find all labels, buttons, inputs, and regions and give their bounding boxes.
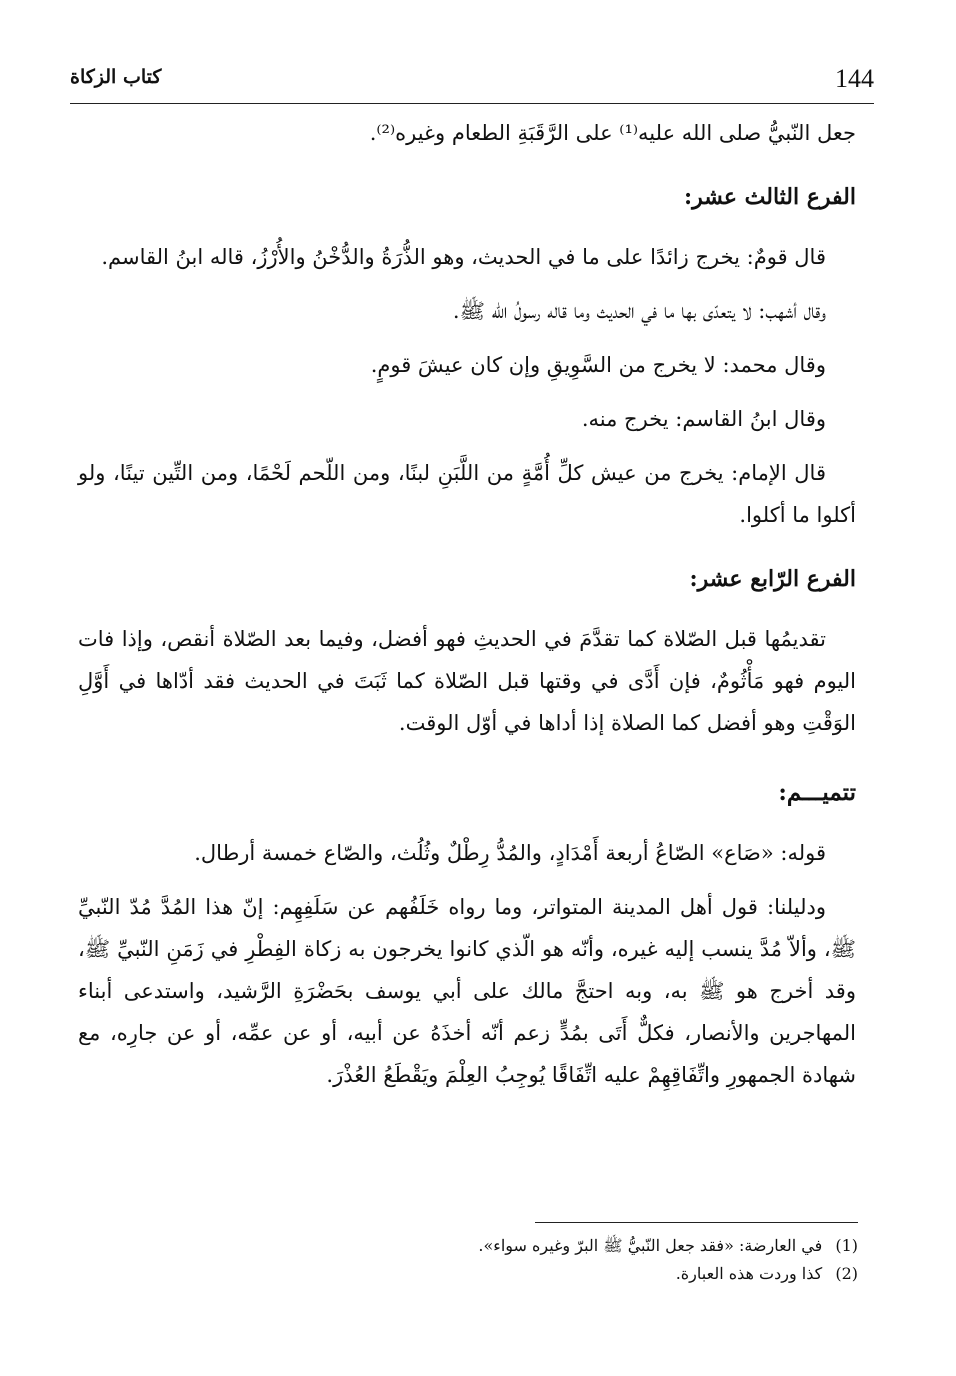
section-heading: الفرع الثالث عشر: [683, 184, 856, 210]
footnote-number: (2) [835, 1264, 858, 1283]
footnote-text: في العارضة: «فقد جعل النّبيُّ ﷺ البرّ وغيره سواء». [478, 1236, 823, 1255]
paragraph: تقديمُها قبل الصّلاة كما تقدَّمَ في الحديثِ فهو أفضل، وفيما بعد الصّلاة أنقص، وإذا فات اليوم فهو مَأْثُومٌ، فإن أَدَّى في وقتها قبل الصّلاة كما ثَبَتَ في الحديث فقد أدّاها في أَوَّلِ الوَقْتِ وهو أفضل كما الصلاة إذا أداها في أوّل الوقت. [78, 627, 856, 735]
page-header [70, 58, 874, 98]
paragraph: قوله: «صَاع» الصّاعُ أربعة أَمْدَادٍ، والمُدُّ رِطْلٌ وثُلُث، والصّاع خمسة أرطال. [194, 841, 826, 865]
paragraph: قال الإمام: يخرج من عيش كلِّ أُمَّةٍ من اللَّبَنِ لبنًا، ومن اللّحم لَحْمًا، ومن التِّين تينًا، ولو أكلوا ما أكلوا. [78, 461, 856, 527]
paragraph: وقال أشهب: لا يتعدّى بها ما في الحديث وما قاله رسولُ الله ﷺ. [452, 299, 826, 323]
footnote-text: كذا وردت هذه العبارة. [675, 1264, 823, 1283]
footnote-rule [535, 1222, 858, 1223]
paragraph: قال قومٌ: يخرج زائدًا على ما في الحديث، وهو الذُّرَةُ والدُّخْنُ والأُرْزُ، قاله ابنُ القاسم. [101, 245, 826, 269]
section-heading: تتميـــم: [778, 779, 856, 806]
paragraph: ودليلنا: قول أهل المدينة المتواتر، وما رواه خَلَفُهم عن سَلَفِهِم: إنّ هذا المُدَّ مُدّ النّبيِّ ﷺ، وألاّ مُدَّ ينسب إليه غيره، وأنّه هو الّذي كانوا يخرجون به زكاة الفِطْرِ في زَمَنِ النّبيِّ ﷺ، وقد أخرج هو ﷺ به، وبه احتجَّ مالك على أبي يوسف بحَضْرَةِ الرَّشيد، واستدعى أبناء المهاجرين والأنصار، فكلٌّ أَتَى بمُدٍّ زعم أنّه أخذَهُ عن أبيه، أو عن عمِّه، أو عن جارِه، مع شهادة الجمهورِ واتِّفَاقِهِمْ عليه اتِّفَاقًا يُوجِبُ العِلْمَ ويَقْطَعُ العُذْرَ. [78, 895, 856, 1087]
paragraph: وقال ابنُ القاسم: يخرج منه. [581, 407, 826, 431]
paragraph: وقال محمد: لا يخرج من السَّوِيقِ وإن كان عيشَ قومٍ. [370, 353, 826, 377]
footnote [200, 1260, 858, 1288]
main-text [78, 112, 856, 1108]
footnote-number: (1) [835, 1236, 858, 1255]
page-number: 144 [835, 64, 874, 93]
header-rule [70, 103, 874, 104]
footnotes [200, 1232, 858, 1288]
running-title: كتاب الزكاة [70, 66, 162, 88]
footnote [200, 1232, 858, 1260]
section-heading: الفرع الرّابع عشر: [689, 566, 856, 592]
paragraph: جعل النّبيُّ صلى الله عليه⁽¹⁾ على الرَّقَبَةِ الطعام وغيره⁽²⁾. [369, 121, 856, 145]
